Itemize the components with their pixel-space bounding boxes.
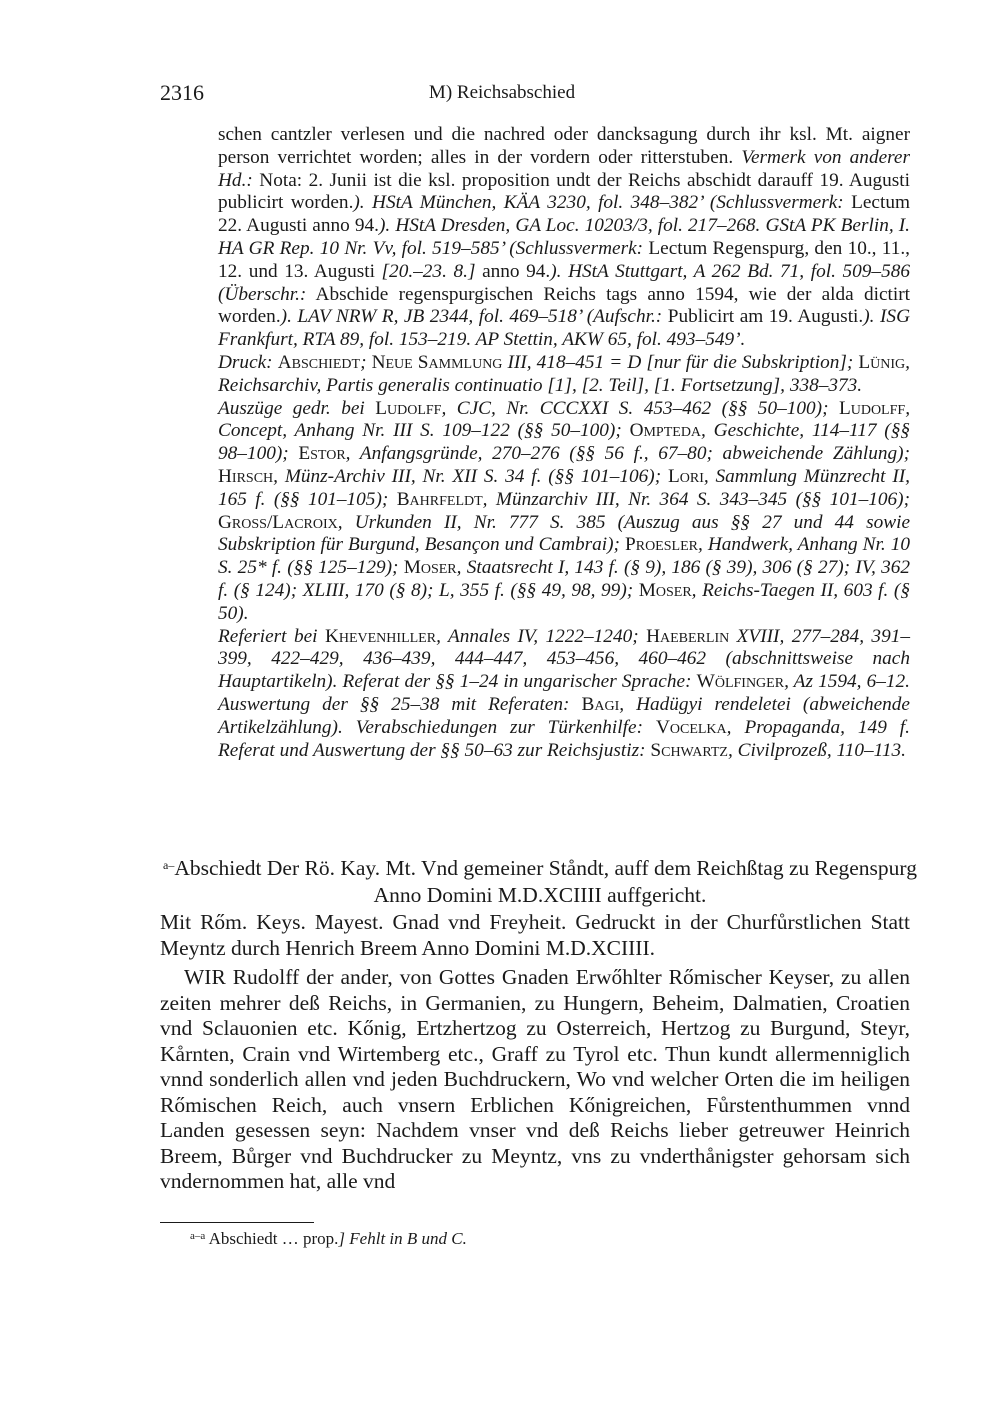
referenced-works: Referiert bei Khevenhiller, Annales IV, 1222–1240; Haeberlin XVIII, 277–284, 391–399, 422–429, 436–439, 444–447, 453–456, 460–462 (abschnittsweise nach Hauptartikeln). Referat der §§ 1–24 in ungarischer Sprache: Wölfinger, Az 1594, 6–12. Auswertung der §§ 25–38 mit Referaten: Bagi, Hadügyi rendeletei (abweichende Artikelzählung). Verabschiedungen zur Türkenhilfe: Vocelka, Propaganda, 149 f. Referat und Auswertung der §§ 50–63 zur Reichsjustiz: Schwartz, Civilprozeß, 110–113.: [218, 625, 911, 761]
body-paragraph: WIR Rudolff der ander, von Gottes Gnaden Erwőhlter Rőmischer Keyser, zu allen zeiten mehrer deß Reichs, in Germanien, zu Hungern, Beheim, Dalmatien, Croatien vnd Sclauonien etc. Kőnig, Ertzhertzog zu Osterreich, Hertzog zu Burgund, Steyr, Kårnten, Crain vnd Wirtemberg etc., Graff zu Tyrol etc. Thun kundt allermenniglich vnnd sonderlich allen vnd jeden Buchdruckern, Wo vnd welcher Orten die im heiligen Rőmischen Reich, auch vnsern Erblichen Kőnigreichen, Fůrstenthummen vnnd Landen gesessen seyn: Nachdem vnser vnd deß Reichs lieber getreuwer Heinrich Breem, Bůrger vnd Buchdrucker zu Meyntz, vns zu vnderthånigster gehorsam sich vndernommen hat, alle vnd: [160, 965, 910, 1193]
footnote: $^{a-a}$ Abschiedt … prop.] Fehlt in B und C.: [190, 1229, 467, 1248]
print-editions: Druck: Abschiedt; Neue Sammlung III, 418–451 = D [nur für die Subskription]; Lünig, Reichsarchiv, Partis generalis continuatio [1], [2. Teil], [1. Fortsetzung], 338–373.: [218, 351, 910, 396]
excerpt-editions: Auszüge gedr. bei Ludolff, CJC, Nr. CCCXXI S. 453–462 (§§ 50–100); Ludolff, Concept, Anhang Nr. III S. 109–122 (§§ 50–100); Ompteda, Geschichte, 114–117 (§§ 98–100); Estor, Anfangsgründe, 270–276 (§§ 56 f., 67–80; abweichende Zählung); Hirsch, Münz-Archiv III, Nr. XII S. 34 f. (§§ 101–106); Lori, Sammlung Münzrecht II, 165 f. (§§ 101–105); Bahrfeldt, Münzarchiv III, Nr. 364 S. 343–345 (§§ 101–106); Gross/Lacroix, Urkunden II, Nr. 777 S. 385 (Auszug aus §§ 27 und 44 sowie Subskription für Burgund, Besançon und Cambrai); Proesler, Handwerk, Anhang Nr. 10 S. 25* f. (§§ 125–129); Moser, Staatsrecht I, 143 f. (§ 9), 186 (§ 39), 306 (§ 27); IV, 362 f. (§ 124); XLIII, 170 (§ 8); L, 355 f. (§§ 49, 98, 99); Moser, Reichs-Taegen II, 603 f. (§ 50).: [218, 397, 911, 624]
footnote-marker: a–: [163, 858, 175, 872]
manuscript-sources: schen cantzler verlesen und die nachred oder dancksagung durch ihr ksl. Mt. aigner person verrichtet worden; alles in der vordern oder ritterstuben. Vermerk von anderer Hd.: Nota: 2. Junii ist die ksl. proposition undt der Reichs abschidt darauff 19. Augusti publicirt worden.). HStA München, KÄA 3230, fol. 348–382’ (Schlussvermerk: Lectum 22. Augusti anno 94.). HStA Dresden, GA Loc. 10203/3, fol. 217–268. GStA PK Berlin, I. HA GR Rep. 10 Nr. Vv, fol. 519–585’ (Schlussvermerk: Lectum Regenspurg, den 10., 11., 12. und 13. Augusti [20.–23. 8.] anno 94.). HStA Stuttgart, A 262 Bd. 71, fol. 509–586 (Überschr.: Abschide regenspurgischen Reichs tags anno 1594, wie der alda dictirt worden.). LAV NRW R, JB 2344, fol. 469–518’ (Aufschr.: Publicirt am 19. Augusti.). ISG Frankfurt, RTA 89, fol. 153–219. AP Stettin, AKW 65, fol. 493–549’.: [218, 124, 910, 351]
imprint: Mit Rőm. Keys. Mayest. Gnad vnd Freyheit. Gedruckt in der Churfůrstlichen Statt Meyntz durch Henrich Breem Anno Domini M.D.XCIIII.: [160, 910, 910, 960]
footnote-divider: [160, 1222, 314, 1223]
running-title: M) Reichsabschied: [428, 82, 576, 103]
page-number: 2316: [160, 80, 204, 105]
document-title: $^{a-}$Abschiedt Der Rö. Kay. Mt. Vnd gemeiner Ståndt, auff dem Reichßtag zu Regenspurg Anno Domini M.D.XCIIII auffgericht.: [163, 856, 917, 907]
source-apparatus: [218, 124, 910, 762]
main-text: [160, 910, 910, 1199]
footnote-mark: a–a: [190, 1230, 206, 1242]
